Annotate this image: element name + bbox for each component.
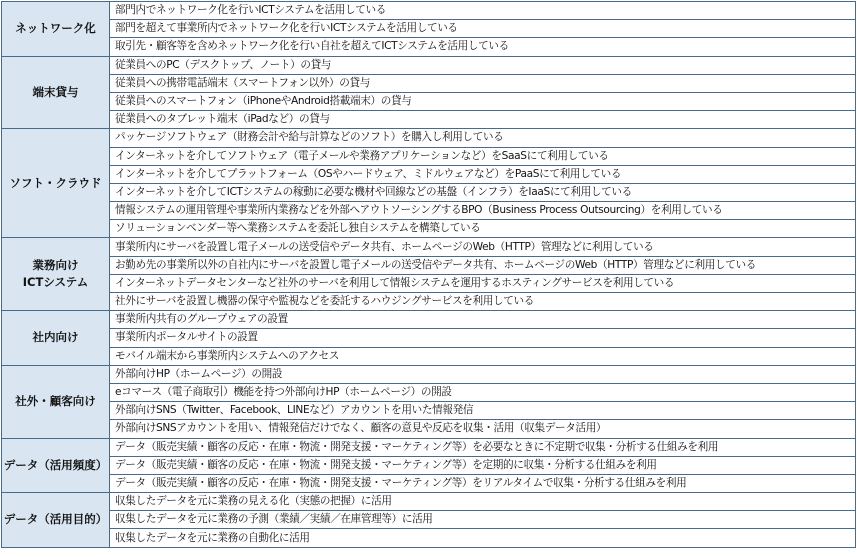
table-row (2, 111, 856, 129)
item-cell: 事業所内共有のグループウェアの設置 (110, 311, 856, 329)
table-row (2, 474, 856, 492)
item-cell: お勤め先の事業所以外の自社内にサーバを設置し電子メールの送受信やデータ共有、ホームページのWeb（HTTP）管理などに利用している (110, 256, 856, 274)
category-label: 社内向け (32, 330, 79, 345)
table-row (2, 274, 856, 292)
table-row (2, 74, 856, 92)
category-label: 社外・顧客向け (15, 394, 96, 409)
item-cell: 収集したデータを元に業務の見える化（実態の把握）に活用 (110, 493, 856, 511)
item-cell: 従業員へのPC（デスクトップ、ノート）の貸与 (110, 56, 856, 74)
item-cell: 従業員へのタブレット端末（iPadなど）の貸与 (110, 111, 856, 129)
item-cell: インターネットデータセンターなど社外のサーバを利用して情報システムを運用するホスティングサービスを利用している (110, 274, 856, 292)
table-row (2, 365, 856, 383)
item-cell: eコマース（電子商取引）機能を持つ外部向けHP（ホームページ）の開設 (110, 383, 856, 401)
item-cell: 収集したデータを元に業務の自動化に活用 (110, 529, 856, 547)
table-row (2, 38, 856, 56)
item-cell: インターネットを介してソフトウェア（電子メールや業務アプリケーションなど）をSaaSにて利用している (110, 147, 856, 165)
item-cell: インターネットを介してICTシステムの稼動に必要な機材や回線などの基盤（インフラ）をIaaSにて利用している (110, 183, 856, 201)
table-row (2, 438, 856, 456)
item-cell: 情報システムの運用管理や事業所内業務などを外部へアウトソーシングするBPO（Business Process Outsourcing）を利用している (110, 202, 856, 220)
category-label: ネットワーク化 (15, 21, 96, 36)
item-cell: 部門内でネットワーク化を行いICTシステムを活用している (110, 2, 856, 20)
table-row (2, 183, 856, 201)
category-cell (2, 129, 110, 238)
table-row (2, 256, 856, 274)
item-cell: 外部向けSNSアカウントを用い、情報発信だけでなく、顧客の意見や反応を収集・活用（収集データ活用） (110, 420, 856, 438)
category-label: データ（活用目的） (3, 512, 108, 527)
category-cell (2, 311, 110, 366)
item-cell: 従業員へのスマートフォン（iPhoneやAndroid搭載端末）の貸与 (110, 92, 856, 110)
category-cell (2, 238, 110, 311)
item-cell: 事業所内にサーバを設置し電子メールの送受信やデータ共有、ホームページのWeb（HTTP）管理などに利用している (110, 238, 856, 256)
table-row (2, 92, 856, 110)
table-row (2, 420, 856, 438)
item-cell: 外部向けSNS（Twitter、Facebook、LINEなど）アカウントを用いた情報発信 (110, 402, 856, 420)
category-cell (2, 56, 110, 129)
table-row (2, 383, 856, 401)
table-row (2, 311, 856, 329)
table-row (2, 456, 856, 474)
item-cell: 収集したデータを元に業務の予測（業績／実績／在庫管理等）に活用 (110, 511, 856, 529)
table-row (2, 347, 856, 365)
table-row (2, 147, 856, 165)
table-row (2, 529, 856, 547)
category-cell (2, 2, 110, 57)
item-cell: パッケージソフトウェア（財務会計や給与計算などのソフト）を購入し利用している (110, 129, 856, 147)
item-cell: 従業員への携帯電話端末（スマートフォン以外）の貸与 (110, 74, 856, 92)
item-cell: 社外にサーバを設置し機器の保守や監視などを委託するハウジングサービスを利用している (110, 293, 856, 311)
table-body (2, 2, 856, 548)
table-row (2, 293, 856, 311)
item-cell: インターネットを介してプラットフォーム（OSやハードウェア、ミドルウェアなど）をPaaSにて利用している (110, 165, 856, 183)
item-cell: モバイル端末から事業所内システムへのアクセス (110, 347, 856, 365)
table-row (2, 56, 856, 74)
table-row (2, 2, 856, 20)
item-cell: 取引先・顧客等を含めネットワーク化を行い自社を超えてICTシステムを活用している (110, 38, 856, 56)
item-cell: ソリューションベンダー等へ業務システムを委託し独自システムを構築している (110, 220, 856, 238)
table-row (2, 202, 856, 220)
category-cell (2, 438, 110, 493)
table-row (2, 493, 856, 511)
item-cell: データ（販売実績・顧客の反応・在庫・物流・開発支援・マーケティング等）を定期的に収集・分析する仕組みを利用 (110, 456, 856, 474)
table-row (2, 329, 856, 347)
category-cell (2, 365, 110, 438)
category-label: ソフト・クラウド (9, 175, 102, 190)
category-label: 業務向け ICTシステム (22, 258, 89, 290)
item-cell: データ（販売実績・顧客の反応・在庫・物流・開発支援・マーケティング等）をリアルタイムで収集・分析する仕組みを利用 (110, 474, 856, 492)
table-row (2, 20, 856, 38)
category-label: データ（活用頻度） (3, 457, 108, 472)
category-cell (2, 493, 110, 548)
table-row (2, 220, 856, 238)
item-cell: 部門を超えて事業所内でネットワーク化を行いICTシステムを活用している (110, 20, 856, 38)
table-row (2, 165, 856, 183)
category-label: 端末貸与 (32, 84, 79, 99)
table-row (2, 402, 856, 420)
item-cell: 外部向けHP（ホームページ）の開設 (110, 365, 856, 383)
table-row (2, 129, 856, 147)
table-row (2, 511, 856, 529)
item-cell: データ（販売実績・顧客の反応・在庫・物流・開発支援・マーケティング等）を必要なときに不定期で収集・分析する仕組みを利用 (110, 438, 856, 456)
item-cell: 事業所内ポータルサイトの設置 (110, 329, 856, 347)
table-row (2, 238, 856, 256)
ict-usage-category-table (1, 1, 856, 548)
